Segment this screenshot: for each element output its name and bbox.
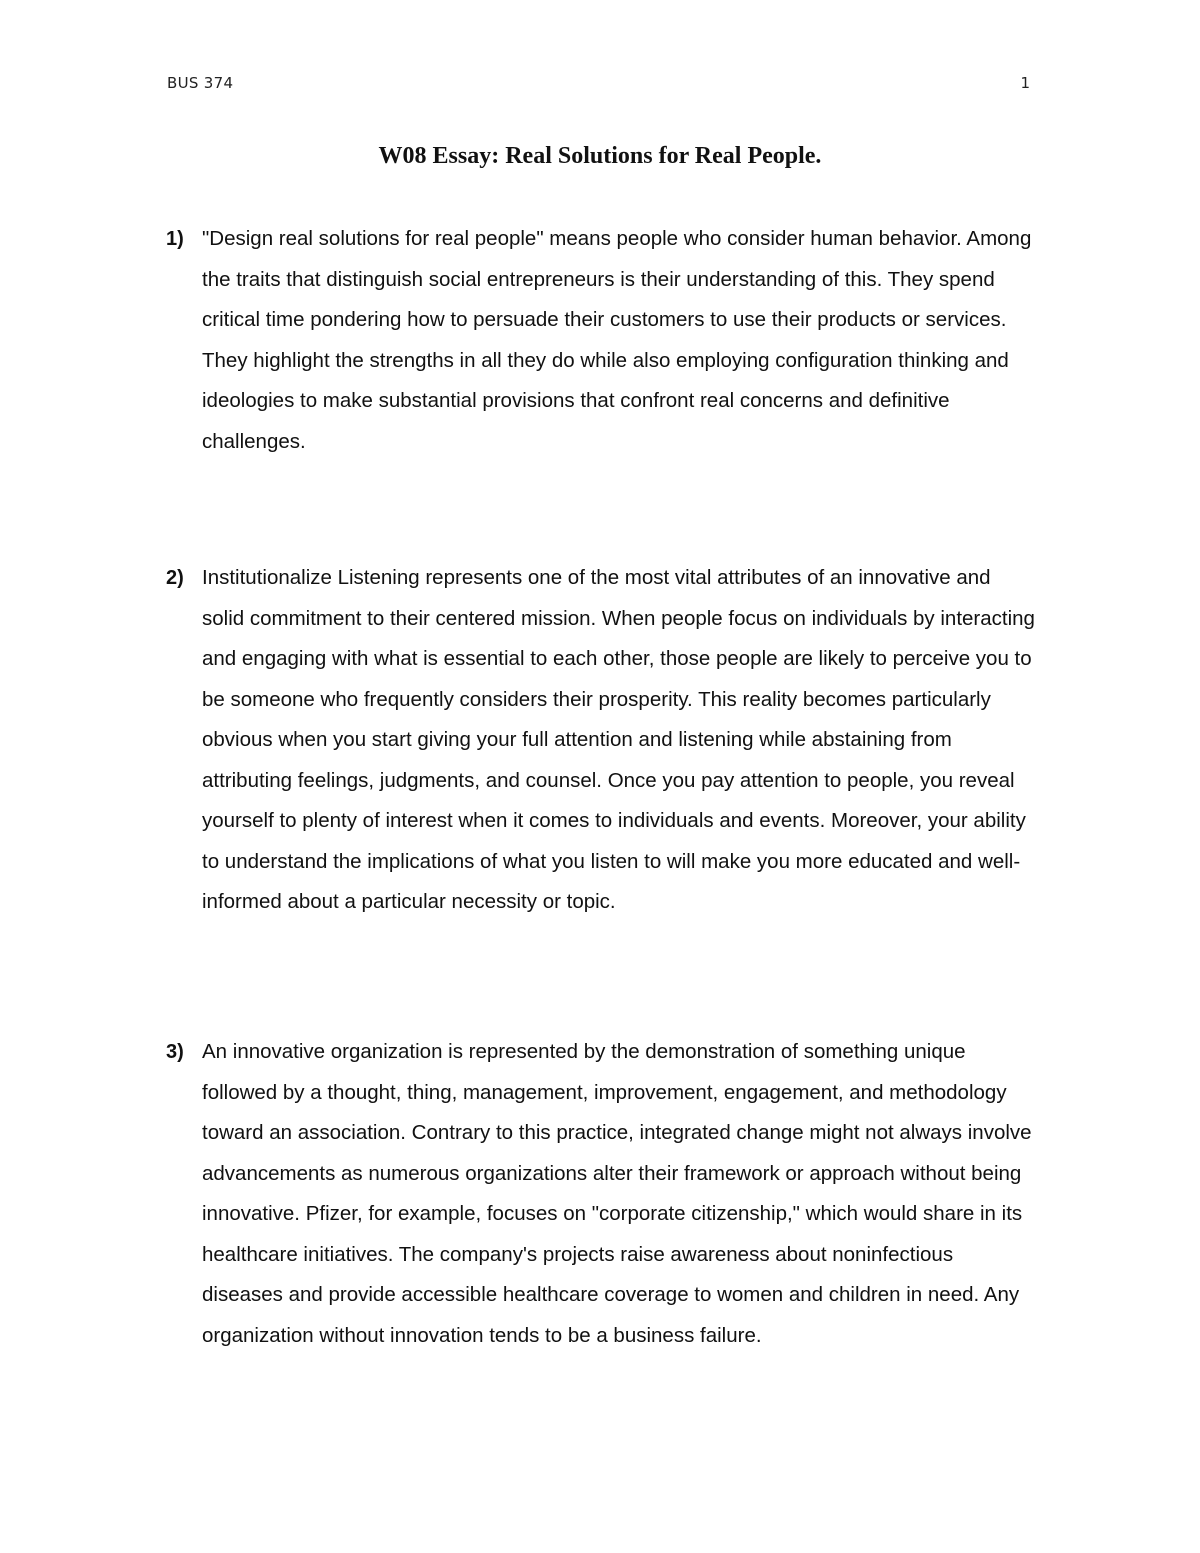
item-number: 3) — [166, 1041, 184, 1063]
item-paragraph: An innovative organization is represented by the demonstration of something unique followed by a thought, thing, management, improvement, engagement, and methodology toward an association. Contrary to this practice, integrated change might not always involve advancements as numerous organizations alter their framework or approach without being innovative. Pfizer, for example, focuses on "corporate citizenship," which would share in its healthcare initiatives. The company's projects raise awareness about noninfectious diseases and provide accessible healthcare coverage to women and children in need. Any organization without innovation tends to be a business failure. — [202, 1040, 1032, 1347]
document-title: W08 Essay: Real Solutions for Real People. — [378, 143, 822, 169]
header-course: BUS 374 — [167, 74, 234, 92]
item-number: 2) — [166, 567, 184, 589]
item-number: 1) — [166, 228, 184, 250]
header-page-number: 1 — [1020, 74, 1030, 92]
item-paragraph: Institutionalize Listening represents one of the most vital attributes of an innovative and solid commitment to their centered mission. When people focus on individuals by interacting and engaging with what is essential to each other, those people are likely to perceive you to be someone who frequently considers their prosperity. This reality becomes particularly obvious when you start giving your full attention and listening while abstaining from attributing feelings, judgments, and counsel. Once you pay attention to people, you reveal yourself to plenty of interest when it comes to individuals and events. Moreover, your ability to understand the implications of what you listen to will make you more educated and well-informed about a particular necessity or topic. — [202, 566, 1035, 913]
item-paragraph: "Design real solutions for real people" means people who consider human behavior. Among the traits that distinguish social entrepreneurs is their understanding of this. They spend critical time pondering how to persuade their customers to use their products or services. They highlight the strengths in all they do while also employing configuration thinking and ideologies to make substantial provisions that confront real concerns and definitive challenges. — [202, 227, 1032, 453]
